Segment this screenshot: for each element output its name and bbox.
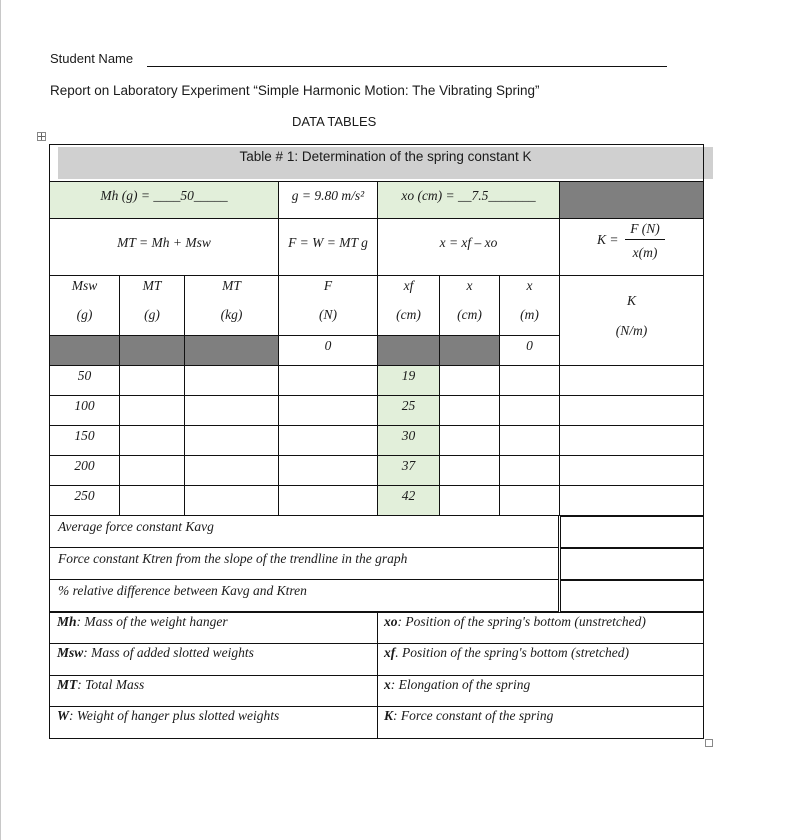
mh-value: Mh (g) = ____50_____ xyxy=(100,188,228,203)
page-left-edge xyxy=(0,0,1,840)
legend-xo: xo: Position of the spring's bottom (unstretched) xyxy=(384,614,646,629)
legend-k: K: Force constant of the spring xyxy=(384,708,554,723)
report-title: Report on Laboratory Experiment “Simple Harmonic Motion: The Vibrating Spring” xyxy=(50,83,540,98)
dark-cells-zero-left xyxy=(50,335,278,365)
row-msw: 200 xyxy=(74,458,95,473)
student-name-underline xyxy=(147,66,667,67)
xo-value: xo (cm) = __7.5_______ xyxy=(401,188,536,203)
summary-row-label-box xyxy=(49,516,559,548)
col-header-x-m: x xyxy=(526,278,533,293)
col-header-f: F xyxy=(323,278,333,293)
row-msw: 100 xyxy=(74,398,95,413)
col-unit-msw: (g) xyxy=(76,307,93,322)
g-value: g = 9.80 m/s² xyxy=(291,188,365,203)
row-msw: 150 xyxy=(74,428,95,443)
border xyxy=(49,335,559,336)
row-xf: 37 xyxy=(401,458,416,473)
border xyxy=(49,706,704,707)
mt-formula: MT = Mh + Msw xyxy=(117,235,211,250)
col-unit-x-m: (m) xyxy=(520,307,539,322)
row-xf: 19 xyxy=(401,368,416,383)
col-unit-xf: (cm) xyxy=(396,307,421,322)
legend-w: W: Weight of hanger plus slotted weights xyxy=(57,708,280,723)
border xyxy=(49,144,704,145)
col-unit-mt-kg: (kg) xyxy=(220,307,243,322)
section-title: DATA TABLES xyxy=(292,114,377,129)
legend-mt: MT: Total Mass xyxy=(57,677,145,692)
k-formula-numerator: F (N) xyxy=(630,221,660,236)
dark-cell-row1 xyxy=(559,182,703,218)
k-fraction-bar xyxy=(625,239,665,240)
col-header-msw: Msw xyxy=(71,278,98,293)
f-formula: F = W = MT g xyxy=(288,235,368,250)
col-header-x-cm: x xyxy=(466,278,473,293)
legend-x: x: Elongation of the spring xyxy=(384,677,531,692)
border xyxy=(49,675,704,676)
summary-row-label-box xyxy=(49,580,559,612)
k-formula-label: K = xyxy=(597,232,619,247)
k-formula-denominator: x(m) xyxy=(632,245,658,260)
summary-avg-input[interactable] xyxy=(560,516,704,548)
col-header-mt-g: MT xyxy=(142,278,162,293)
move-arrows-icon xyxy=(38,133,45,140)
summary-diff-input[interactable] xyxy=(560,580,704,612)
zero-x-m: 0 xyxy=(526,338,533,353)
legend-mh: Mh: Mass of the weight hanger xyxy=(57,614,228,629)
col-unit-x-cm: (cm) xyxy=(457,307,482,322)
border xyxy=(559,181,560,516)
row-msw: 250 xyxy=(74,488,95,503)
zero-force: 0 xyxy=(324,338,332,353)
col-header-k: K xyxy=(626,293,636,308)
summary-tren-label: Force constant Ktren from the slope of the trendline in the graph xyxy=(58,551,408,566)
col-unit-k: (N/m) xyxy=(615,323,648,338)
student-name-label: Student Name xyxy=(50,51,134,66)
table-resize-handle[interactable] xyxy=(705,739,713,747)
summary-tren-input[interactable] xyxy=(560,548,704,580)
legend-xf: xf. Position of the spring's bottom (stretched) xyxy=(384,645,629,660)
row-msw: 50 xyxy=(77,368,92,383)
summary-avg-label: Average force constant Kavg xyxy=(58,519,214,534)
x-formula: x = xf – xo xyxy=(439,235,498,250)
row-xf: 42 xyxy=(401,488,416,503)
table-move-handle[interactable] xyxy=(37,132,46,141)
summary-diff-label: % relative difference between Kavg and Ktren xyxy=(58,583,307,598)
border xyxy=(49,643,704,644)
row-xf: 30 xyxy=(401,428,416,443)
legend-msw: Msw: Mass of added slotted weights xyxy=(57,645,254,660)
row-xf: 25 xyxy=(401,398,416,413)
col-header-xf: xf xyxy=(403,278,414,293)
border xyxy=(703,144,704,516)
col-unit-f: (N) xyxy=(319,307,337,322)
col-header-mt-kg: MT xyxy=(222,278,241,293)
table-caption: Table # 1: Determination of the spring constant K xyxy=(239,149,532,164)
col-unit-mt-g: (g) xyxy=(144,307,160,322)
summary-row-label-box xyxy=(49,548,559,580)
